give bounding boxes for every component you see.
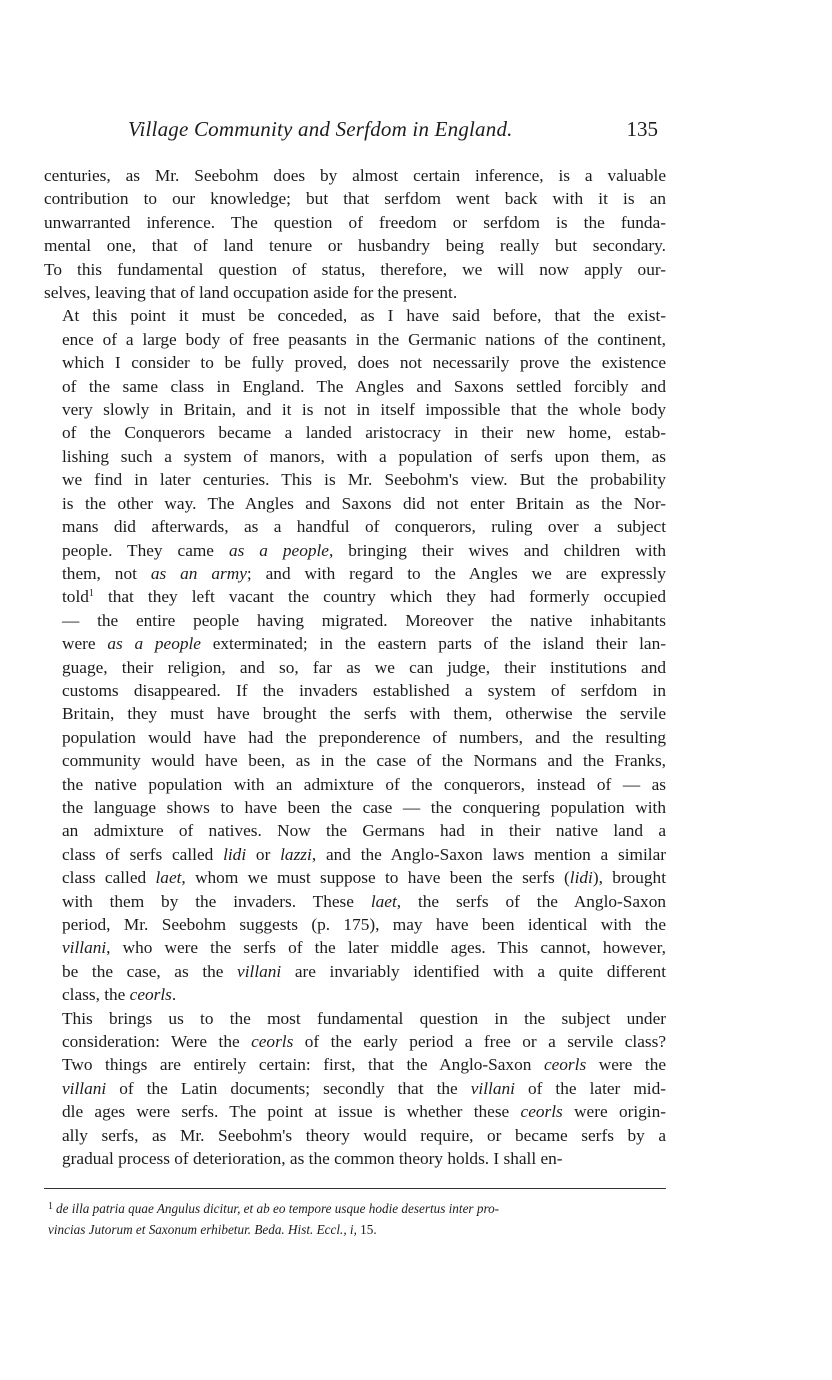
text-segment: unwarranted inference. The question of freedom or serfdom is the funda- <box>44 212 666 232</box>
text-segment: population would have had the preponderence of numbers, and the resulting <box>62 727 666 747</box>
text-line <box>44 749 666 772</box>
paragraph <box>44 1007 666 1171</box>
italic-text: ceorls <box>129 985 172 1005</box>
text-line <box>44 1077 666 1100</box>
footnote-citation-page: 15. <box>356 1222 377 1237</box>
text-line <box>44 468 666 491</box>
italic-text: ceorls <box>520 1102 563 1122</box>
text-segment: lishing such a system of manors, with a population of serfs upon them, as <box>62 446 666 466</box>
text-segment: of the early period a free or a servile class? <box>293 1032 666 1052</box>
text-line <box>44 1100 666 1123</box>
italic-text: lidi <box>569 868 593 888</box>
text-segment: told <box>62 587 89 607</box>
text-line <box>44 679 666 702</box>
text-segment: ), brought <box>592 868 666 888</box>
text-segment: with them by the invaders. These <box>62 891 371 911</box>
text-line <box>44 1147 666 1170</box>
text-segment: gradual process of deterioration, as the common theory holds. I shall en- <box>62 1149 563 1169</box>
text-segment: Two things are entirely certain: first, that the Anglo-Saxon <box>62 1055 544 1075</box>
text-segment: mans did afterwards, as a handful of conquerors, ruling over a subject <box>62 517 666 537</box>
text-line <box>44 445 666 468</box>
text-line <box>44 702 666 725</box>
text-segment: At this point it must be conceded, as I have said before, that the exist- <box>62 306 666 326</box>
text-line <box>44 375 666 398</box>
text-segment: , bringing their wives and children with <box>328 540 666 560</box>
italic-text: ceorls <box>251 1032 294 1052</box>
footnote-text: de illa patria quae Angulus dicitur, et ab eo tempore usque hodie desertus inter pro- <box>56 1201 500 1216</box>
text-segment: — the entire people having migrated. Moreover the native inhabitants <box>62 610 666 630</box>
footnote <box>48 1196 664 1240</box>
text-line <box>44 421 666 444</box>
italic-text: villani <box>62 1078 107 1098</box>
text-line <box>44 492 666 515</box>
text-segment: To this fundamental question of status, therefore, we will now apply our- <box>44 259 666 279</box>
text-line <box>44 656 666 679</box>
text-line <box>44 1007 666 1030</box>
text-segment: selves, leaving that of land occupation aside for the present. <box>44 283 458 303</box>
text-segment: are invariably identified with a quite different <box>281 961 666 981</box>
italic-text: villani <box>470 1078 515 1098</box>
text-segment: of the same class in England. The Angles and Saxons settled forcibly and <box>62 376 666 396</box>
text-line <box>44 726 666 749</box>
text-segment: were origin- <box>562 1102 666 1122</box>
italic-text: as an army <box>150 563 247 583</box>
text-segment: is the other way. The Angles and Saxons did not enter Britain as the Nor- <box>62 493 666 513</box>
italic-text: lazzi <box>280 844 312 864</box>
text-segment: ally serfs, as Mr. Seebohm's theory would require, or became serfs by a <box>62 1125 666 1145</box>
text-segment: be the case, as the <box>62 961 238 981</box>
text-segment: . <box>171 985 177 1005</box>
text-line <box>44 936 666 959</box>
text-segment: , and the Anglo-Saxon laws mention a similar <box>311 844 666 864</box>
text-segment: , who were the serfs of the later middle ages. This cannot, however, <box>106 938 666 958</box>
text-line <box>44 281 666 304</box>
text-line <box>44 913 666 936</box>
text-segment: very slowly in Britain, and it is not in itself impossible that the whole body <box>62 400 666 420</box>
text-segment: guage, their religion, and so, far as we can judge, their institutions and <box>62 657 666 677</box>
footnote-mark: 1 <box>48 1201 53 1212</box>
text-line <box>44 585 666 608</box>
text-line <box>44 351 666 374</box>
text-segment: class, the <box>62 985 130 1005</box>
paragraph <box>44 164 666 304</box>
text-line <box>44 632 666 655</box>
text-segment: or <box>246 844 281 864</box>
text-line <box>44 773 666 796</box>
text-segment: Britain, they must have brought the serfs with them, otherwise the servile <box>62 704 666 724</box>
text-segment: ence of a large body of free peasants in the Germanic nations of the continent, <box>62 329 666 349</box>
italic-text: laet <box>155 868 182 888</box>
text-segment: the native population with an admixture of the conquerors, instead of — as <box>62 774 666 794</box>
text-line <box>44 890 666 913</box>
text-segment: mental one, that of land tenure or husbandry being really but secondary. <box>44 236 666 256</box>
text-line <box>44 819 666 842</box>
italic-text: as a people <box>228 540 329 560</box>
italic-text: as a people <box>107 634 201 654</box>
text-line <box>44 796 666 819</box>
text-line <box>44 164 666 187</box>
text-segment: an admixture of natives. Now the Germans had in their native land a <box>62 821 666 841</box>
text-line <box>44 843 666 866</box>
text-segment: , the serfs of the Anglo-Saxon <box>396 891 666 911</box>
text-segment: were <box>62 634 108 654</box>
text-segment: centuries, as Mr. Seebohm does by almost certain inference, is a valuable <box>44 166 666 185</box>
italic-text: ceorls <box>543 1055 587 1075</box>
text-line <box>44 234 666 257</box>
text-segment: This brings us to the most fundamental question in the subject under <box>62 1008 666 1028</box>
text-line <box>44 866 666 889</box>
text-segment: class called <box>62 868 156 888</box>
text-segment: , whom we must suppose to have been the serfs ( <box>181 868 570 888</box>
text-segment: class of serfs called <box>62 844 224 864</box>
text-line <box>44 211 666 234</box>
text-segment: contribution to our knowledge; but that serfdom went back with it is an <box>44 189 666 209</box>
text-segment: of the Conquerors became a landed aristocracy in their new home, estab- <box>62 423 666 443</box>
footnote-citation: vincias Jutorum et Saxonum erhibetur. Beda. Hist. Eccl., i, <box>48 1222 357 1237</box>
text-segment: were the <box>586 1055 666 1075</box>
text-segment: we find in later centuries. This is Mr. Seebohm's view. But the probability <box>62 470 666 490</box>
text-line <box>44 187 666 210</box>
paragraph <box>44 304 666 1006</box>
text-segment: exterminated; in the eastern parts of the island their lan- <box>200 634 666 654</box>
text-segment: that they left vacant the country which they had formerly occupied <box>93 587 666 607</box>
text-segment: of the Latin documents; secondly that the <box>106 1078 471 1098</box>
text-segment: them, not <box>62 563 151 583</box>
text-segment: ; and with regard to the Angles we are expressly <box>246 563 667 583</box>
text-line <box>44 609 666 632</box>
italic-text: laet <box>370 891 397 911</box>
text-segment: customs disappeared. If the invaders established a system of serfdom in <box>62 680 666 700</box>
running-title: Village Community and Serfdom in England. <box>128 117 513 141</box>
text-line <box>44 1124 666 1147</box>
text-line <box>44 983 666 1006</box>
text-segment: community would have been, as in the case of the Normans and the Franks, <box>62 751 666 771</box>
text-line <box>44 398 666 421</box>
text-line <box>44 539 666 562</box>
text-line <box>44 960 666 983</box>
running-head <box>128 114 668 144</box>
footnote-line-1 <box>48 1196 664 1219</box>
footnote-reference: 1 <box>88 588 94 600</box>
text-line <box>44 328 666 351</box>
text-line <box>44 304 666 327</box>
text-segment: period, Mr. Seebohm suggests (p. 175), may have been identical with the <box>62 915 666 934</box>
page-number: 135 <box>626 117 658 141</box>
text-line <box>44 1030 666 1053</box>
body-text <box>44 164 666 1170</box>
italic-text: villani <box>62 938 107 958</box>
footnote-divider <box>44 1188 666 1189</box>
text-line <box>44 562 666 585</box>
text-segment: dle ages were serfs. The point at issue is whether these <box>62 1102 521 1122</box>
italic-text: lidi <box>223 844 247 864</box>
text-segment: which I consider to be fully proved, does not necessarily prove the existence <box>62 353 666 373</box>
text-segment: consideration: Were the <box>62 1032 252 1052</box>
text-segment: people. They came <box>62 540 229 560</box>
text-segment: of the later mid- <box>514 1078 666 1098</box>
text-line <box>44 1053 666 1076</box>
text-line <box>44 258 666 281</box>
footnote-line-2 <box>48 1219 664 1240</box>
text-segment: the language shows to have been the case — the conquering population with <box>62 797 666 817</box>
italic-text: villani <box>237 961 282 981</box>
text-line <box>44 515 666 538</box>
